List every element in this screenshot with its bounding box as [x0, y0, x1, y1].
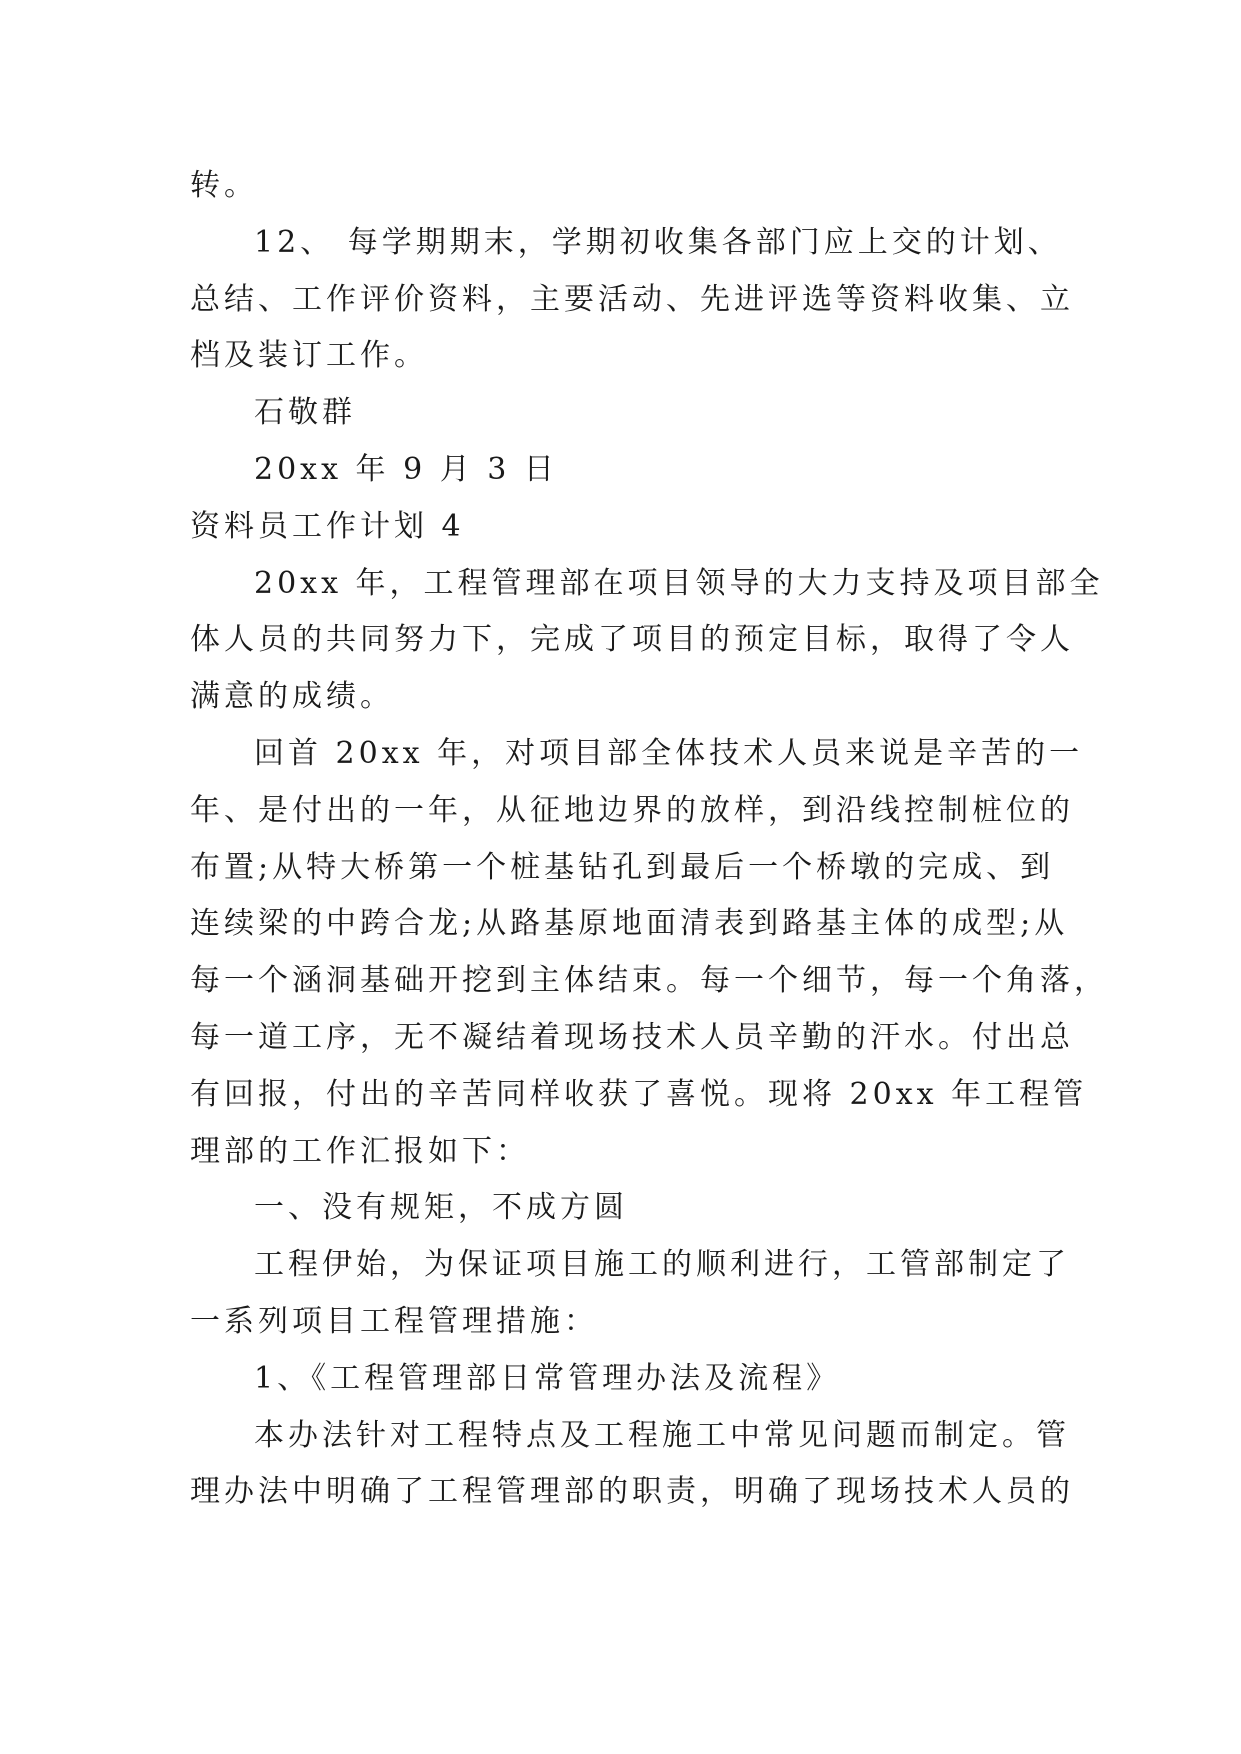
signature-date: 20xx 年 9 月 3 日 [254, 451, 558, 487]
text-line: 每一道工序，无不凝结着现场技术人员辛勤的汗水。付出总 [190, 1019, 1074, 1055]
text-line: 理办法中明确了工程管理部的职责，明确了现场技术人员的 [190, 1474, 1074, 1510]
text-line: 布置;从特大桥第一个桩基钻孔到最后一个桥墩的完成、到 [190, 849, 1055, 885]
text-line: 本办法针对工程特点及工程施工中常见问题而制定。管 [254, 1417, 1070, 1453]
text-line: 连续梁的中跨合龙;从路基原地面清表到路基主体的成型;从 [190, 906, 1069, 942]
text-line: 一系列项目工程管理措施： [190, 1303, 598, 1339]
text-line: 有回报，付出的辛苦同样收获了喜悦。现将 20xx 年工程管 [190, 1076, 1088, 1112]
text-line: 档及装订工作。 [190, 338, 428, 374]
text-line: 回首 20xx 年，对项目部全体技术人员来说是辛苦的一 [254, 735, 1084, 771]
text-line: 总结、工作评价资料，主要活动、先进评选等资料收集、立 [190, 281, 1074, 317]
text-line: 体人员的共同努力下，完成了项目的预定目标，取得了令人 [190, 622, 1074, 658]
signature-name: 石敬群 [254, 395, 356, 431]
text-line: 12、 每学期期末，学期初收集各部门应上交的计划、 [254, 224, 1062, 260]
text-line: 20xx 年，工程管理部在项目领导的大力支持及项目部全 [254, 565, 1104, 601]
text-line: 年、是付出的一年，从征地边界的放样，到沿线控制桩位的 [190, 792, 1074, 828]
document-page [190, 158, 1108, 1521]
section-title: 资料员工作计划 4 [190, 508, 465, 544]
text-line: 每一个涵洞基础开挖到主体结束。每一个细节，每一个角落， [190, 963, 1108, 999]
text-line: 理部的工作汇报如下： [190, 1133, 530, 1169]
text-line: 转。 [190, 168, 258, 203]
subheading: 一、没有规矩，不成方圆 [254, 1190, 628, 1226]
list-item-title: 1、《工程管理部日常管理办法及流程》 [254, 1360, 841, 1396]
text-line: 工程伊始，为保证项目施工的顺利进行，工管部制定了 [254, 1247, 1070, 1283]
text-line: 满意的成绩。 [190, 679, 394, 715]
